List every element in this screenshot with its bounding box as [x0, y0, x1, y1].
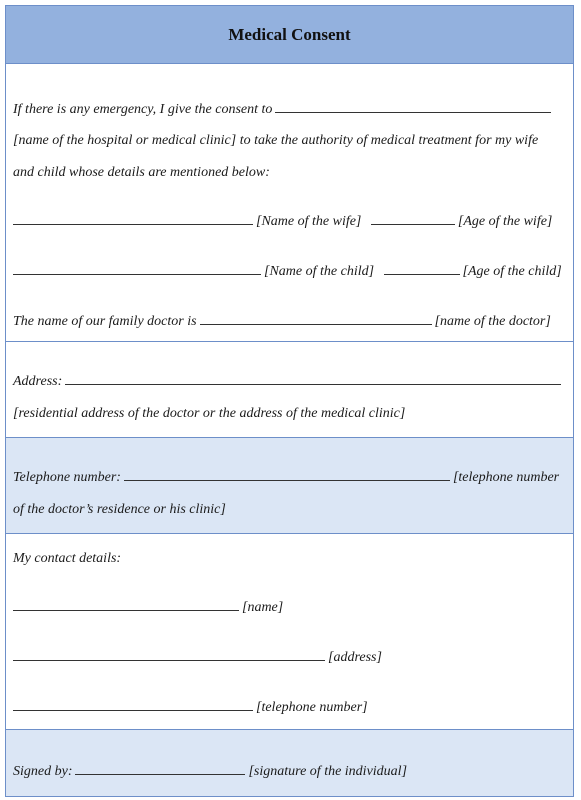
doctor-name-field[interactable] [200, 312, 432, 325]
wife-name-field[interactable] [13, 212, 253, 225]
hospital-name-field[interactable] [275, 100, 551, 113]
address-field[interactable] [65, 372, 561, 385]
telephone-field[interactable] [124, 468, 450, 481]
signature-row: Signed by: [signature of the individual] [13, 764, 408, 779]
wife-age-field[interactable] [371, 212, 455, 225]
address-row: Address: [13, 372, 567, 391]
address-note: [residential address of the doctor or the address of the medical clinic] [13, 406, 406, 421]
contact-address-row: [address] [13, 648, 567, 667]
contact-phone-row: [telephone number] [13, 698, 567, 717]
form-header [6, 6, 573, 64]
telephone-section [6, 438, 573, 534]
doctor-name-row: The name of our family doctor is [name of the doctor] [13, 314, 551, 329]
wife-details-row: [Name of the wife] [Age of the wife] [13, 212, 567, 231]
telephone-row: Telephone number: [telephone number [13, 470, 560, 485]
contact-section [6, 534, 573, 730]
contact-name-field[interactable] [13, 598, 239, 611]
contact-address-field[interactable] [13, 648, 325, 661]
consent-line-2: [name of the hospital or medical clinic] to take the authority of medical treatment for my wife [13, 133, 539, 148]
signature-field[interactable] [75, 762, 245, 775]
child-age-field[interactable] [384, 262, 460, 275]
contact-name-row: [name] [13, 598, 567, 617]
consent-section [6, 64, 573, 342]
form-title: Medical Consent [228, 24, 351, 44]
signature-section [6, 730, 573, 796]
contact-phone-field[interactable] [13, 698, 253, 711]
child-details-row: [Name of the child] [Age of the child] [13, 262, 567, 281]
address-section [6, 342, 573, 438]
child-name-field[interactable] [13, 262, 261, 275]
consent-line-1: If there is any emergency, I give the consent to [13, 100, 567, 119]
consent-line-3: and child whose details are mentioned below: [13, 165, 270, 180]
contact-heading: My contact details: [13, 551, 122, 566]
medical-consent-form [5, 5, 574, 797]
telephone-note: of the doctor’s residence or his clinic] [13, 502, 226, 517]
